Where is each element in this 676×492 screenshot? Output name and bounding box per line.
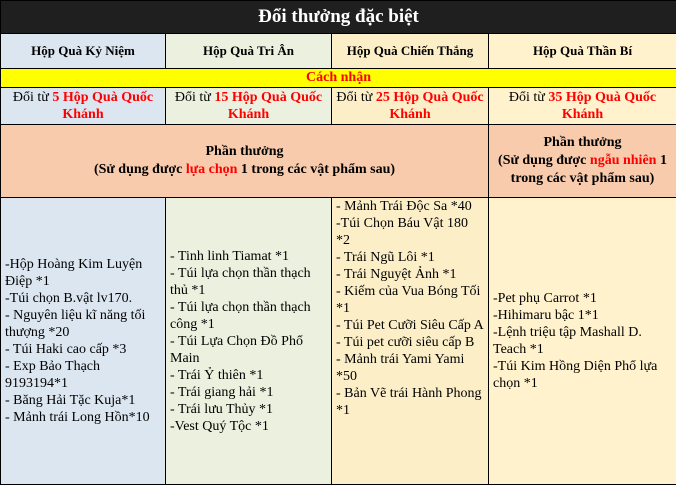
note-text: 1 trong các vật phẩm sau): [237, 162, 396, 177]
reward-random-note: [493, 152, 672, 188]
item-list-chien-thang: [332, 198, 489, 485]
reward-item: - Túi pet cưỡi siêu cấp B: [336, 335, 475, 350]
reward-item: - Mảnh trái Long Hồn*10: [5, 410, 150, 425]
note-text: (Sử dụng được: [93, 162, 186, 177]
reward-select-heading: Phần thưởng: [205, 144, 284, 159]
exchange-amount: 35 Hộp Quà Quốc Khánh: [548, 90, 657, 122]
reward-item: -Pet phụ Carrot *1: [493, 291, 597, 306]
table-title: Đổi thưởng đặc biệt: [1, 1, 676, 34]
reward-item: - Băng Hải Tặc Kuja*1: [5, 393, 136, 408]
reward-item: - Túi lựa chọn thần thạch công *1: [170, 299, 311, 332]
exchange-cost-than-bi: [489, 88, 676, 125]
reward-random-heading: Phần thưởng: [543, 135, 622, 150]
reward-item: - Mảnh trái Yami Yami *50: [336, 352, 465, 384]
reward-item: -Túi Kim Hồng Diện Phổ lựa chọn *1: [493, 359, 658, 391]
box-name-chien-thang: Hộp Quà Chiến Thắng: [332, 34, 489, 69]
exchange-amount: 25 Hộp Quà Quốc Khánh: [375, 90, 484, 122]
title-row: [1, 1, 676, 34]
reward-item: - Nguyên liệu kĩ năng tối thượng *20: [5, 308, 146, 340]
reward-item: - Exp Bảo Thạch 9193194*1: [5, 359, 100, 391]
reward-item: - Trái Nguyệt Ảnh *1: [336, 267, 457, 282]
reward-item: -Túi Chọn Báu Vật 180 *2: [336, 216, 468, 248]
box-name-row: [1, 34, 676, 69]
reward-heading-row: [1, 125, 676, 198]
note-text: 1 trong các vật phẩm sau): [510, 153, 667, 186]
item-list-row: [1, 198, 676, 485]
exchange-amount: 15 Hộp Quà Quốc Khánh: [214, 90, 323, 122]
reward-item: -Hộp Hoàng Kim Luyện Điệp *1: [5, 257, 143, 289]
how-to-get-row: [1, 69, 676, 88]
reward-item: - Mảnh Trái Độc Sa *40: [336, 199, 472, 214]
reward-item: - Túi Lựa Chọn Đồ Phổ Main: [170, 333, 303, 366]
reward-select-note: [5, 161, 484, 179]
exchange-prefix: Đổi từ: [508, 90, 549, 105]
exchange-cost-tri-an: [166, 88, 332, 125]
box-name-than-bi: Hộp Quà Thần Bí: [489, 34, 676, 69]
note-highlight: lựa chọn: [185, 162, 238, 177]
exchange-prefix: Đổi từ: [174, 90, 215, 105]
reward-item: - Túi Pet Cưỡi Siêu Cấp A: [336, 318, 484, 333]
exchange-cost-chien-thang: [332, 88, 489, 125]
reward-item: -Lệnh triệu tập Mashall D. Teach *1: [493, 325, 642, 357]
reward-item: - Trái Ỷ thiên *1: [170, 367, 264, 383]
box-name-tri-an: Hộp Quà Tri Ân: [166, 34, 332, 69]
how-to-get-label: Cách nhận: [1, 69, 676, 88]
reward-item: -Vest Quý Tộc *1: [170, 418, 269, 434]
exchange-prefix: Đổi từ: [12, 90, 53, 105]
item-list-ky-niem: [1, 198, 166, 485]
reward-select-cell: [1, 125, 489, 198]
reward-item: - Trái lưu Thủy *1: [170, 401, 274, 417]
exchange-amount: 5 Hộp Quà Quốc Khánh: [52, 90, 154, 122]
reward-item: -Túi chọn B.vật lv170.: [5, 291, 133, 306]
reward-item: - Trái giang hải *1: [170, 384, 274, 400]
reward-item: - Bản Vẽ trái Hành Phong *1: [336, 386, 482, 418]
reward-item: - Túi Haki cao cấp *3: [5, 342, 127, 357]
reward-item: - Tinh linh Tiamat *1: [170, 248, 290, 264]
reward-random-cell: [489, 125, 676, 198]
exchange-prefix: Đổi từ: [336, 90, 376, 105]
reward-item: - Kiếm của Vua Bóng Tối *1: [336, 284, 481, 316]
reward-item: - Túi lựa chọn thần thạch thủ *1: [170, 265, 311, 298]
reward-item: - Trái Ngũ Lôi *1: [336, 250, 435, 265]
box-name-ky-niem: Hộp Quà Kỷ Niệm: [1, 34, 166, 69]
exchange-row: [1, 88, 676, 125]
exchange-cost-ky-niem: [1, 88, 166, 125]
reward-item: -Hihimaru bậc 1*1: [493, 308, 599, 323]
note-highlight: ngẫu nhiên: [589, 153, 657, 168]
note-text: (Sử dụng được: [498, 153, 590, 168]
item-list-than-bi: [489, 198, 676, 485]
item-list-tri-an: [166, 198, 332, 485]
